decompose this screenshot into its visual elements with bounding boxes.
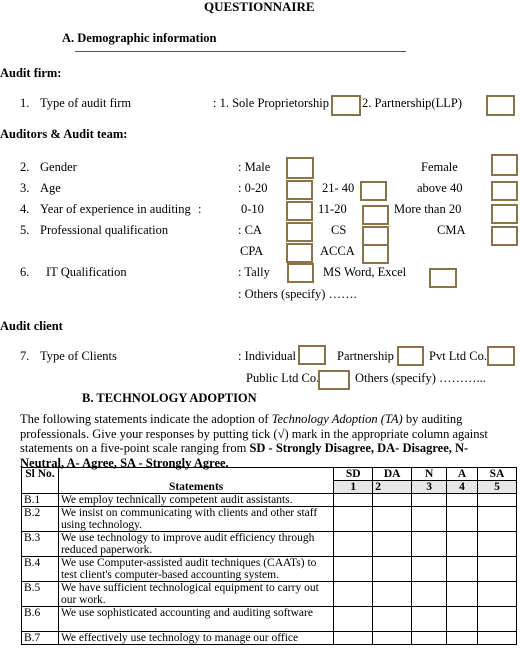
intro-text-1: The following statements indicate the adoption of xyxy=(20,412,272,426)
scale-label-a: A xyxy=(447,468,478,481)
response-cell-sd[interactable] xyxy=(334,582,373,607)
q7-option1-checkbox[interactable] xyxy=(298,345,326,365)
response-cell-n[interactable] xyxy=(412,632,447,645)
q3-option1-checkbox[interactable] xyxy=(286,180,313,200)
response-cell-a[interactable] xyxy=(447,494,478,507)
q7-option5: Others (specify) ………... xyxy=(355,371,486,385)
response-cell-sa[interactable] xyxy=(478,557,517,582)
response-cell-sa[interactable] xyxy=(478,507,517,532)
audit-firm-heading: Audit firm: xyxy=(0,66,62,80)
response-cell-a[interactable] xyxy=(447,557,478,582)
scale-num-2: 2 xyxy=(373,481,412,494)
response-cell-a[interactable] xyxy=(447,532,478,557)
scale-num-5: 5 xyxy=(478,481,517,494)
q4-option2-checkbox[interactable] xyxy=(362,205,389,225)
q6-option3: : Others (specify) ……. xyxy=(238,287,357,301)
section-b-heading: B. TECHNOLOGY ADOPTION xyxy=(82,391,257,405)
q2-label: Gender xyxy=(40,160,77,174)
row-id: B.7 xyxy=(22,632,59,645)
response-cell-da[interactable] xyxy=(373,557,412,582)
q3-option2: 21- 40 xyxy=(322,181,355,195)
q5-option1-checkbox[interactable] xyxy=(286,222,313,242)
scale-label-sa: SA xyxy=(478,468,517,481)
intro-scale-legend: SD - Strongly Disagree, DA- Disagree, N- Neutral, A- Agree, SA - Strongly Agree. xyxy=(20,441,469,470)
q5-option1: : CA xyxy=(238,223,262,237)
row-id: B.5 xyxy=(22,582,59,607)
q3-option2-checkbox[interactable] xyxy=(360,181,387,201)
q1-option2: 2. Partnership(LLP) xyxy=(362,96,462,110)
q7-option4-checkbox[interactable] xyxy=(318,370,350,390)
response-cell-sd[interactable] xyxy=(334,507,373,532)
audit-client-heading: Audit client xyxy=(0,319,63,333)
row-statement: We employ technically competent audit assistants. xyxy=(58,494,333,507)
row-statement: We effectively use technology to manage our office xyxy=(58,632,333,645)
q5-number: 5. xyxy=(20,223,30,237)
q7-option2: Partnership xyxy=(337,349,394,363)
response-cell-sa[interactable] xyxy=(478,632,517,645)
intro-text-2: by auditing professionals. Give your responses by putting tick (√) mark in the appropriate column against statements on a five-point scale ranging from xyxy=(20,412,488,455)
q5-option5-checkbox[interactable] xyxy=(362,244,389,264)
intro-italic: Technology Adoption (TA) xyxy=(271,412,403,426)
q2-option1-checkbox[interactable] xyxy=(286,157,314,179)
response-cell-sa[interactable] xyxy=(478,494,517,507)
q1-label: Type of audit firm xyxy=(40,96,132,110)
q5-option5: ACCA xyxy=(320,244,355,258)
q3-label: Age xyxy=(40,181,61,195)
response-cell-sd[interactable] xyxy=(334,532,373,557)
q4-option1-checkbox[interactable] xyxy=(286,201,313,221)
row-statement: We use sophisticated accounting and auditing software xyxy=(58,607,333,632)
response-cell-sd[interactable] xyxy=(334,607,373,632)
q7-option2-checkbox[interactable] xyxy=(397,346,424,366)
q5-option4: CPA xyxy=(240,244,264,258)
q1-number: 1. xyxy=(20,96,30,110)
response-cell-sd[interactable] xyxy=(334,557,373,582)
q4-number: 4. xyxy=(20,202,30,216)
q1-option1: : 1. Sole Proprietorship xyxy=(213,96,329,110)
scale-num-4: 4 xyxy=(447,481,478,494)
response-cell-a[interactable] xyxy=(447,507,478,532)
q1-option1-checkbox[interactable] xyxy=(331,95,361,116)
table-row xyxy=(22,557,517,582)
q4-label: Year of experience in auditing xyxy=(40,202,191,216)
response-cell-n[interactable] xyxy=(412,532,447,557)
response-cell-da[interactable] xyxy=(373,494,412,507)
q2-option2: Female xyxy=(421,160,458,174)
sl-no-header: Sl No. xyxy=(22,468,59,494)
scale-label-da: DA xyxy=(373,468,412,481)
scale-num-3: 3 xyxy=(412,481,447,494)
response-cell-sa[interactable] xyxy=(478,532,517,557)
statements-header: Statements xyxy=(58,468,333,494)
response-cell-n[interactable] xyxy=(412,507,447,532)
response-cell-a[interactable] xyxy=(447,607,478,632)
table-row xyxy=(22,582,517,607)
q7-option1: : Individual xyxy=(238,349,296,363)
q7-number: 7. xyxy=(20,349,30,363)
q7-option4: Public Ltd Co. xyxy=(246,371,320,385)
response-cell-n[interactable] xyxy=(412,607,447,632)
q4-option2: 11-20 xyxy=(318,202,347,216)
q4-colon: : xyxy=(198,202,202,216)
row-statement: We use Computer-assisted audit techniques (CAATs) to test client's computer-based accounting system. xyxy=(58,557,333,582)
q5-option3-checkbox[interactable] xyxy=(491,226,518,246)
q6-number: 6. xyxy=(20,265,30,279)
response-cell-sd[interactable] xyxy=(334,632,373,645)
auditors-heading: Auditors & Audit team: xyxy=(0,127,128,141)
q7-option3-checkbox[interactable] xyxy=(487,346,515,366)
row-statement: We insist on communicating with clients and other staff using technology. xyxy=(58,507,333,532)
q4-option3: More than 20 xyxy=(394,202,462,216)
q4-option1: 0-10 xyxy=(241,202,264,216)
divider xyxy=(75,51,406,52)
scale-label-sd: SD xyxy=(334,468,373,481)
row-statement: We have sufficient technological equipment to carry out our work. xyxy=(58,582,333,607)
q5-label: Professional qualification xyxy=(40,223,169,237)
response-cell-sa[interactable] xyxy=(478,607,517,632)
section-b-intro xyxy=(20,412,506,470)
row-id: B.6 xyxy=(22,607,59,632)
page-title: QUESTIONNAIRE xyxy=(204,0,315,14)
response-cell-a[interactable] xyxy=(447,632,478,645)
q2-option1: : Male xyxy=(238,160,271,174)
row-statement: We use technology to improve audit efficiency through reduced paperwork. xyxy=(58,532,333,557)
row-id: B.1 xyxy=(22,494,59,507)
scale-num-1: 1 xyxy=(334,481,373,494)
table-row xyxy=(22,532,517,557)
response-cell-a[interactable] xyxy=(447,582,478,607)
row-id: B.4 xyxy=(22,557,59,582)
q5-option4-checkbox[interactable] xyxy=(286,243,313,263)
row-id: B.3 xyxy=(22,532,59,557)
response-cell-da[interactable] xyxy=(373,532,412,557)
q5-option2: CS xyxy=(331,223,347,237)
response-cell-da[interactable] xyxy=(373,507,412,532)
q5-option2-checkbox[interactable] xyxy=(362,226,389,246)
scale-label-n: N xyxy=(412,468,447,481)
response-cell-n[interactable] xyxy=(412,494,447,507)
q3-number: 3. xyxy=(20,181,30,195)
q6-option2-checkbox[interactable] xyxy=(429,268,457,288)
response-cell-da[interactable] xyxy=(373,632,412,645)
q6-option2: MS Word, Excel xyxy=(323,265,407,279)
table-row xyxy=(22,632,517,645)
table-row xyxy=(22,507,517,532)
q3-option1: : 0-20 xyxy=(238,181,268,195)
response-cell-da[interactable] xyxy=(373,582,412,607)
response-cell-sd[interactable] xyxy=(334,494,373,507)
response-cell-sa[interactable] xyxy=(478,582,517,607)
q2-option2-checkbox[interactable] xyxy=(491,154,518,176)
q6-option1: : Tally xyxy=(238,265,270,279)
response-cell-da[interactable] xyxy=(373,607,412,632)
response-cell-n[interactable] xyxy=(412,557,447,582)
row-id: B.2 xyxy=(22,507,59,532)
q4-option3-checkbox[interactable] xyxy=(491,204,518,224)
q2-number: 2. xyxy=(20,160,30,174)
q6-option1-checkbox[interactable] xyxy=(287,263,314,283)
q3-option3: above 40 xyxy=(417,181,463,195)
table-row xyxy=(22,607,517,632)
q7-label: Type of Clients xyxy=(40,349,117,363)
section-a-heading: A. Demographic information xyxy=(62,31,217,45)
table-row xyxy=(22,494,517,507)
technology-adoption-table xyxy=(21,467,517,645)
q7-option3: Pvt Ltd Co. xyxy=(429,349,487,363)
q3-option3-checkbox[interactable] xyxy=(491,181,518,201)
q1-option2-checkbox[interactable] xyxy=(486,95,515,116)
q5-option3: CMA xyxy=(437,223,466,237)
response-cell-n[interactable] xyxy=(412,582,447,607)
q6-label: IT Qualification xyxy=(46,265,127,279)
